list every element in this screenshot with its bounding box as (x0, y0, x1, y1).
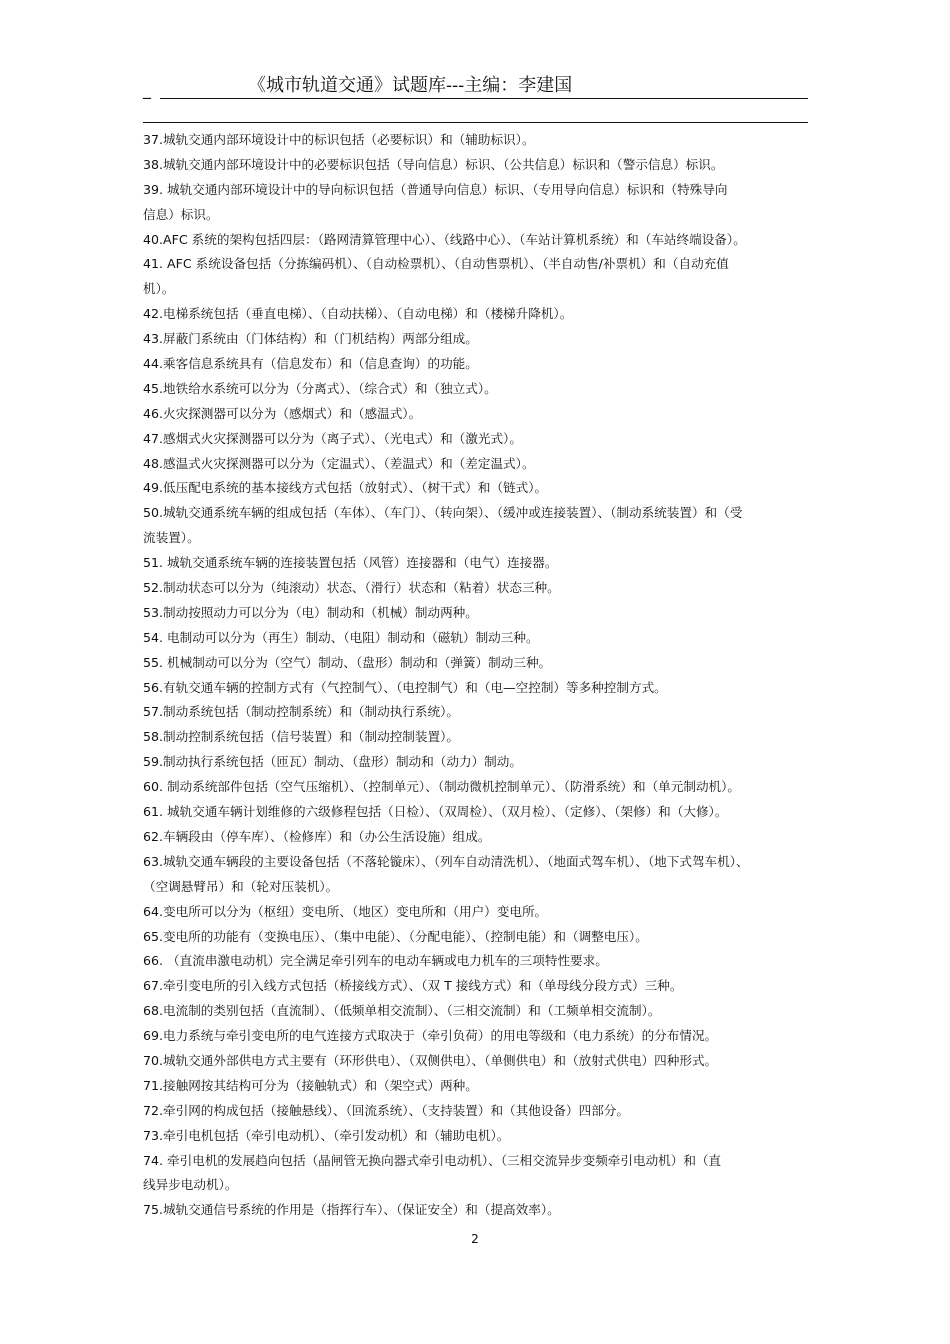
text-line: 43.屏蔽门系统由（门体结构）和（门机结构）两部分组成。 (143, 331, 478, 347)
text-line: 70.城轨交通外部供电方式主要有（环形供电）、（双侧供电）、（单侧供电）和（放射式供电）四种形式。 (143, 1052, 718, 1068)
text-line: 流装置）。 (143, 530, 200, 546)
text-line: 66. （直流串激电动机）完全满足牵引列车的电动车辆或电力机车的三项特性要求。 (143, 953, 608, 969)
text-line: 73.牵引电机包括（牵引电动机）、（牵引发动机）和（辅助电机）。 (143, 1127, 510, 1143)
text-line: 45.地铁给水系统可以分为（分离式）、（综合式）和（独立式）。 (143, 380, 497, 396)
text-line: 42.电梯系统包括（垂直电梯）、（自动扶梯）、（自动电梯）和（楼梯升降机）。 (143, 306, 573, 322)
text-line: 59.制动执行系统包括（匝瓦）制动、（盘形）制动和（动力）制动。 (143, 754, 522, 770)
text-line: 63.城轨交通车辆段的主要设备包括（不落轮镟床）、（列车自动清洗机）、（地面式驾车机）、（地下式驾车机）、 (143, 853, 749, 869)
text-line: 54. 电制动可以分为（再生）制动、（电阻）制动和（磁轨）制动三种。 (143, 629, 539, 645)
text-line: 69.电力系统与牵引变电所的电气连接方式取决于（牵引负荷）的用电等级和（电力系统）的分布情况。 (143, 1028, 718, 1044)
text-line: 39. 城轨交通内部环境设计中的导向标识包括（普通导向信息）标识、（专用导向信息）标识和（特殊导向 (143, 181, 728, 197)
text-line: 61. 城轨交通车辆计划维修的六级修程包括（日检）、（双周检）、（双月检）、（定修）、（架修）和（大修）。 (143, 804, 728, 820)
text-line: 44.乘客信息系统具有（信息发布）和（信息查询）的功能。 (143, 356, 478, 372)
text-line: 71.接触网按其结构可分为（接触轨式）和（架空式）两种。 (143, 1077, 478, 1093)
text-line: 47.感烟式火灾探测器可以分为（离子式）、（光电式）和（激光式）。 (143, 430, 522, 446)
header-rule (160, 98, 808, 99)
text-line: 62.车辆段由（停车库）、（检修库）和（办公生活设施）组成。 (143, 828, 491, 844)
text-line: 49.低压配电系统的基本接线方式包括（放射式）、（树干式）和（链式）。 (143, 480, 548, 496)
text-line: 72.牵引网的构成包括（接触悬线）、（回流系统）、（支持装置）和（其他设备）四部分。 (143, 1102, 629, 1118)
text-line: 55. 机械制动可以分为（空气）制动、（盘形）制动和（弹簧）制动三种。 (143, 654, 552, 670)
header-mark: _ (143, 80, 151, 99)
text-line: 58.制动控制系统包括（信号装置）和（制动控制装置）。 (143, 729, 459, 745)
text-line: 53.制动按照动力可以分为（电）制动和（机械）制动两种。 (143, 604, 478, 620)
text-line: 信息）标识。 (143, 206, 219, 222)
text-line: 46.火灾探测器可以分为（感烟式）和（感温式）。 (143, 405, 422, 421)
text-line: 40.AFC 系统的架构包括四层：（路网清算管理中心）、（线路中心）、（车站计算机系统）和（车站终端设备）。 (143, 231, 746, 247)
text-line: 37.城轨交通内部环境设计中的标识包括（必要标识）和（辅助标识）。 (143, 132, 535, 147)
page-number: 2 (471, 1232, 479, 1246)
text-line: 68.电流制的类别包括（直流制）、（低频单相交流制）、（三相交流制）和（工频单相交流制）。 (143, 1003, 661, 1019)
text-line: 74. 牵引电机的发展趋向包括（晶闸管无换向器式牵引电动机）、（三相交流异步变频牵引电动机）和（直 (143, 1152, 722, 1168)
question-list (143, 128, 813, 1223)
text-line: 60. 制动系统部件包括（空气压缩机）、（控制单元）、（制动微机控制单元）、（防滑系统）和（单元制动机）。 (143, 779, 741, 795)
text-line: 64.变电所可以分为（枢纽）变电所、（地区）变电所和（用户）变电所。 (143, 903, 548, 919)
text-line: 56.有轨交通车辆的控制方式有（气控制气）、（电控制气）和（电—空控制）等多种控制方式。 (143, 679, 667, 695)
text-line: 线异步电动机）。 (143, 1177, 238, 1193)
text-line: 50.城轨交通系统车辆的组成包括（车体）、（车门）、（转向架）、（缓冲或连接装置）、（制动系统装置）和（受 (143, 505, 743, 521)
text-line: 75.城轨交通信号系统的作用是（指挥行车）、（保证安全）和（提高效率）。 (143, 1202, 560, 1218)
text-line: 机）。 (143, 281, 175, 297)
text-line: 57.制动系统包括（制动控制系统）和（制动执行系统）。 (143, 704, 459, 720)
text-line: 51. 城轨交通系统车辆的连接装置包括（风管）连接器和（电气）连接器。 (143, 555, 558, 571)
page-header-title: 《城市轨道交通》试题库---主编：李建国 (248, 75, 573, 96)
header-rule-lower (143, 122, 808, 123)
text-line: 38.城轨交通内部环境设计中的必要标识包括（导向信息）标识、（公共信息）标识和（警示信息）标识。 (143, 156, 724, 172)
text-line: 65.变电所的功能有（变换电压）、（集中电能）、（分配电能）、（控制电能）和（调整电压）。 (143, 928, 648, 944)
text-line: 41. AFC 系统设备包括（分拣编码机）、（自动检票机）、（自动售票机）、（半自动售/补票机）和（自动充值 (143, 256, 729, 272)
text-line: 67.牵引变电所的引入线方式包括（桥接线方式）、（双 T 接线方式）和（单母线分段方式）三种。 (143, 978, 683, 994)
text-line: 52.制动状态可以分为（纯滚动）状态、（滑行）状态和（粘着）状态三种。 (143, 580, 560, 596)
text-line: （空调悬臂吊）和（轮对压装机）。 (143, 878, 339, 894)
text-line: 48.感温式火灾探测器可以分为（定温式）、（差温式）和（差定温式）。 (143, 455, 535, 471)
